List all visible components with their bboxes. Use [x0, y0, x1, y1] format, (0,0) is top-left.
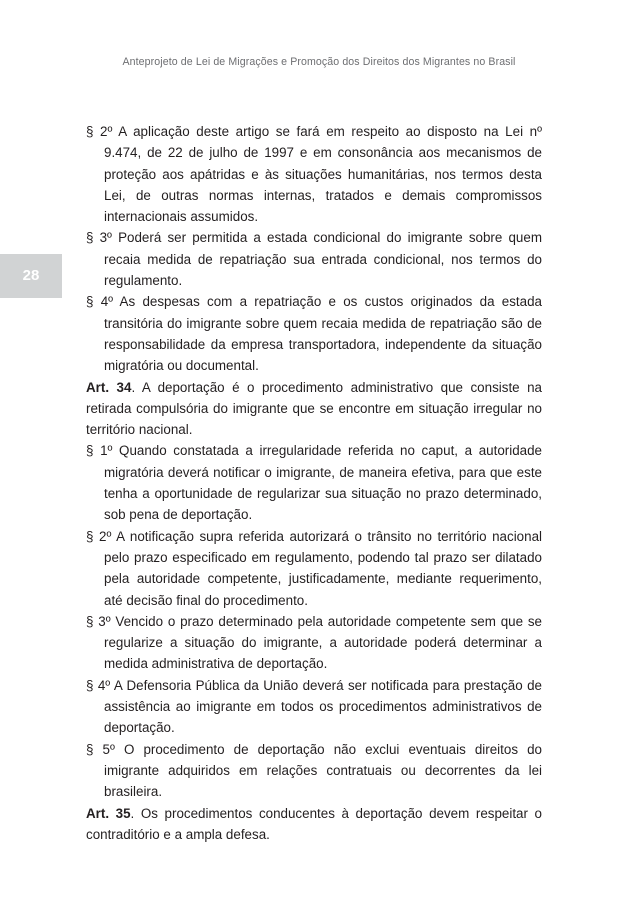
paragraph-3: § 3º Poderá ser permitida a estada condicional do imigrante sobre quem recaia medida de repatriação sua entrada condicional, nos termos do regulamento. [86, 230, 542, 289]
article-35-number: Art. 35 [86, 805, 131, 821]
document-body [86, 121, 542, 845]
article-35 [86, 803, 542, 846]
article-35-text: . Os procedimentos conducentes à deportação devem respeitar o contraditório e a ampla defesa. [86, 805, 542, 842]
article-34-paragraph-4: § 4º A Defensoria Pública da União deverá ser notificada para prestação de assistência ao imigrante em todos os procedimentos administrativos de deportação. [86, 677, 542, 736]
page-number: 28 [22, 267, 40, 284]
article-34-text: . A deportação é o procedimento administrativo que consiste na retirada compulsória do imigrante que se encontre em situação irregular no território nacional. [86, 379, 542, 438]
paragraph-2: § 2º A aplicação deste artigo se fará em respeito ao disposto na Lei nº 9.474, de 22 de julho de 1997 e em consonância aos mecanismos de proteção aos apátridas e às situações humanitárias, nos termos desta Lei, de outras normas internas, tratados e demais compromissos internacionais assumidos. [86, 124, 542, 225]
article-34-paragraph-1: § 1º Quando constatada a irregularidade referida no caput, a autoridade migratória deverá notificar o imigrante, de maneira efetiva, para que este tenha a oportunidade de regularizar sua situação no prazo determinado, sob pena de deportação. [86, 443, 542, 523]
article-34-number: Art. 34 [86, 379, 132, 395]
paragraph-4: § 4º As despesas com a repatriação e os custos originados da estada transitória do imigrante sobre quem recaia medida de repatriação são de responsabilidade da empresa transportadora, independente da situação migratória ou documental. [86, 294, 542, 374]
running-header: Anteprojeto de Lei de Migrações e Promoção dos Direitos dos Migrantes no Brasil [122, 56, 516, 68]
article-34-paragraph-3: § 3º Vencido o prazo determinado pela autoridade competente sem que se regularize a situação do imigrante, a autoridade poderá determinar a medida administrativa de deportação. [86, 613, 542, 672]
article-34 [86, 377, 542, 441]
article-34-paragraph-5: § 5º O procedimento de deportação não exclui eventuais direitos do imigrante adquiridos em relações contratuais ou decorrentes da lei brasileira. [86, 741, 542, 800]
article-34-paragraph-2: § 2º A notificação supra referida autorizará o trânsito no território nacional pelo prazo especificado em regulamento, podendo tal prazo ser dilatado pela autoridade competente, justificadamente, mediante requerimento, até decisão final do procedimento. [86, 528, 542, 608]
